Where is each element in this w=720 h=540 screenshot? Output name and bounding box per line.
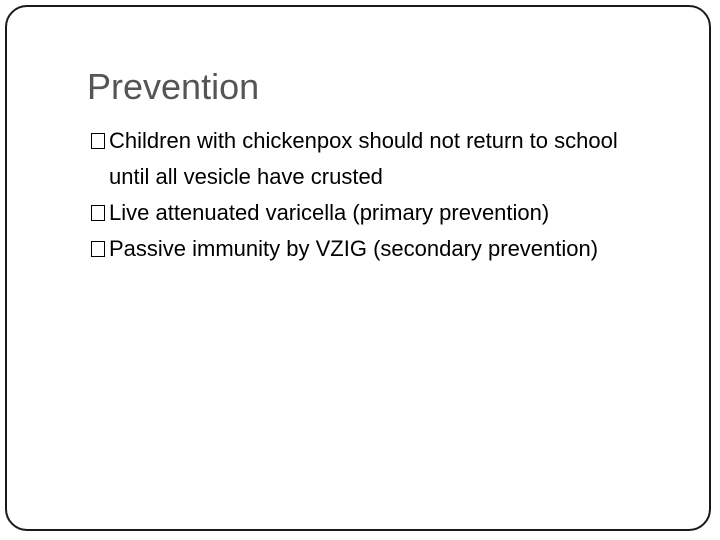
bullet-text: Children with chickenpox should not return to school until all vesicle have crusted	[109, 128, 618, 189]
list-item	[91, 123, 651, 195]
square-box-icon	[91, 241, 105, 257]
list-item	[91, 231, 651, 267]
square-box-icon	[91, 133, 105, 149]
bullet-text: Live attenuated varicella (primary prevention)	[109, 200, 550, 225]
slide-frame	[5, 5, 711, 531]
slide-title: Prevention	[87, 66, 260, 107]
bullet-list	[91, 123, 651, 267]
list-item	[91, 195, 651, 231]
square-box-icon	[91, 205, 105, 221]
bullet-text: Passive immunity by VZIG (secondary prevention)	[109, 236, 599, 261]
